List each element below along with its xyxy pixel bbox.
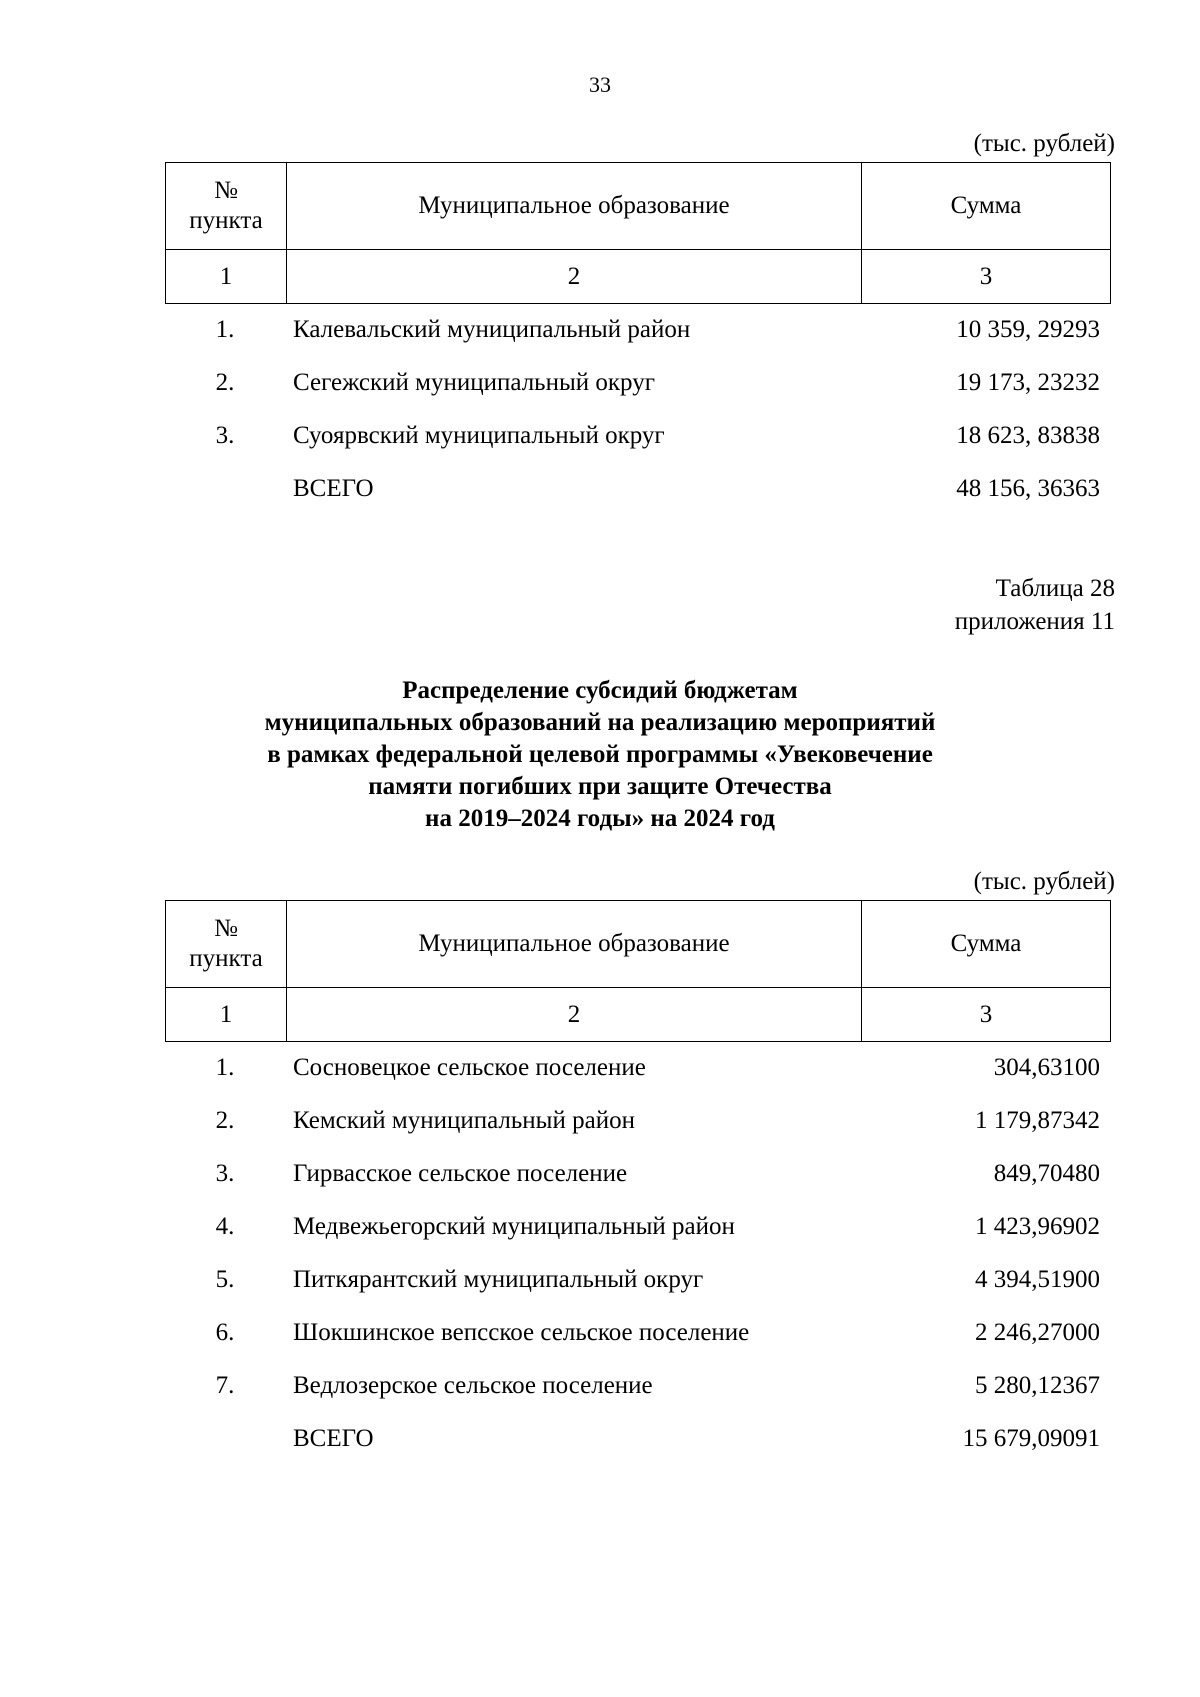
row-name: Калевальский муниципальный район <box>293 316 691 343</box>
col-number-2: 2 <box>287 250 862 304</box>
row-num: 3. <box>215 1160 235 1187</box>
row-name: Сосновецкое сельское поселение <box>293 1054 646 1081</box>
page-number: 33 <box>589 72 611 97</box>
title-line-4: памяти погибших при защите Отечества <box>368 773 832 800</box>
table-caption <box>700 572 1115 638</box>
row-name: Шокшинское вепсское сельское поселение <box>293 1319 750 1346</box>
row-num: 6. <box>215 1319 235 1346</box>
row-sum: 2 246,27000 <box>975 1319 1100 1346</box>
row-num: 2. <box>215 1107 235 1134</box>
document-title <box>150 675 1050 835</box>
title-line-3: в рамках федеральной целевой программы «Увековечение <box>267 741 933 768</box>
col-number-1: 1 <box>166 250 287 304</box>
row-sum: 15 679,09091 <box>962 1425 1100 1452</box>
row-sum: 5 280,12367 <box>975 1372 1100 1399</box>
row-name: Сегежский муниципальный округ <box>293 369 655 396</box>
table-row-total <box>165 462 1107 515</box>
row-name: Питкярантский муниципальный округ <box>293 1266 704 1293</box>
header-sum: Сумма <box>862 901 1111 988</box>
row-sum: 10 359, 29293 <box>956 316 1100 343</box>
table-header <box>165 162 1111 304</box>
table-row-total <box>165 1412 1107 1465</box>
table-body <box>165 1041 1107 1465</box>
row-sum: 1 423,96902 <box>975 1213 1100 1240</box>
row-num: 3. <box>215 422 235 449</box>
table-row <box>165 1041 1107 1094</box>
units-label: (тыс. рублей) <box>973 868 1115 895</box>
row-name: Медвежьегорский муниципальный район <box>293 1213 735 1240</box>
row-sum: 4 394,51900 <box>975 1266 1100 1293</box>
row-sum: 1 179,87342 <box>975 1107 1100 1134</box>
header-name: Муниципальное образование <box>287 901 862 988</box>
row-name: ВСЕГО <box>293 1425 374 1452</box>
table-row <box>165 1306 1107 1359</box>
table-row <box>165 1094 1107 1147</box>
row-sum: 304,63100 <box>993 1054 1100 1081</box>
row-num: 1. <box>215 316 235 343</box>
table-row <box>165 356 1107 409</box>
row-num: 5. <box>215 1266 235 1293</box>
row-num: 4. <box>215 1213 235 1240</box>
caption-line-2: приложения 11 <box>954 608 1115 635</box>
row-num: 2. <box>215 369 235 396</box>
header-num: № пункта <box>166 163 287 250</box>
row-name: ВСЕГО <box>293 475 374 502</box>
table-row <box>165 303 1107 356</box>
table-row <box>165 1359 1107 1412</box>
col-number-3: 3 <box>862 988 1111 1042</box>
row-name: Ведлозерское сельское поселение <box>293 1372 653 1399</box>
col-number-1: 1 <box>166 988 287 1042</box>
title-line-2: муниципальных образований на реализацию мероприятий <box>264 709 936 736</box>
col-number-2: 2 <box>287 988 862 1042</box>
row-num: 7. <box>215 1372 235 1399</box>
title-line-1: Распределение субсидий бюджетам <box>402 677 798 704</box>
col-number-3: 3 <box>862 250 1111 304</box>
row-num: 1. <box>215 1054 235 1081</box>
header-name: Муниципальное образование <box>287 163 862 250</box>
table-row <box>165 1147 1107 1200</box>
caption-line-1: Таблица 28 <box>995 575 1115 602</box>
table-body <box>165 303 1107 515</box>
header-num: № пункта <box>166 901 287 988</box>
row-sum: 48 156, 36363 <box>956 475 1100 502</box>
row-sum: 849,70480 <box>993 1160 1100 1187</box>
row-sum: 18 623, 83838 <box>956 422 1100 449</box>
units-label: (тыс. рублей) <box>973 130 1115 157</box>
row-name: Гирвасское сельское поселение <box>293 1160 628 1187</box>
row-name: Суоярвский муниципальный округ <box>293 422 665 449</box>
header-sum: Сумма <box>862 163 1111 250</box>
title-line-5: на 2019–2024 годы» на 2024 год <box>425 805 775 832</box>
row-sum: 19 173, 23232 <box>956 369 1100 396</box>
table-row <box>165 1200 1107 1253</box>
table-row <box>165 1253 1107 1306</box>
table-row <box>165 409 1107 462</box>
row-name: Кемский муниципальный район <box>293 1107 635 1134</box>
table-header <box>165 900 1111 1042</box>
